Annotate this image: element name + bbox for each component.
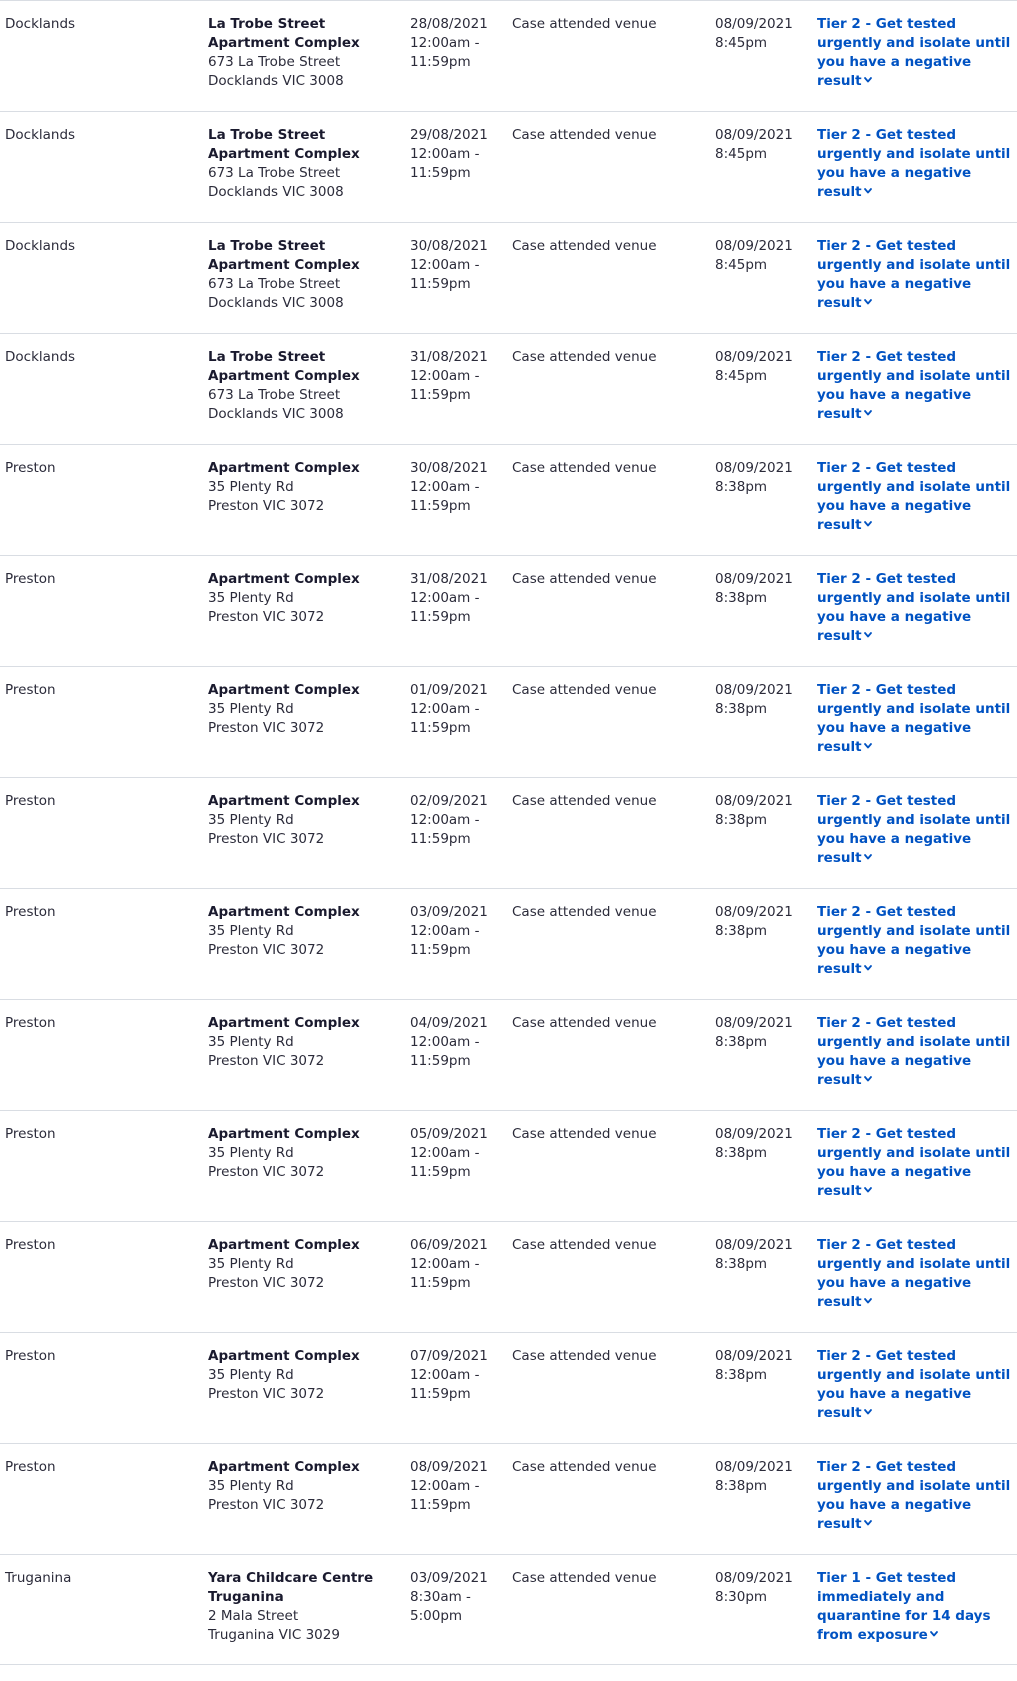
exposure-datetime-cell: [410, 1236, 502, 1293]
health-advice-label: Tier 2 - Get tested urgently and isolate until you have a negative result: [817, 793, 1011, 866]
chevron-down-icon: [864, 1520, 872, 1528]
exposure-datetime-cell: [410, 681, 502, 738]
chevron-down-icon: [864, 299, 872, 307]
venue-name: Apartment Complex: [208, 904, 360, 920]
venue-address-line2: Preston VIC 3072: [208, 1053, 325, 1069]
notes-cell: Case attended venue: [512, 238, 657, 254]
exposure-time: 12:00am - 11:59pm: [410, 1034, 480, 1069]
chevron-down-icon: [864, 77, 872, 85]
venue-name: Apartment Complex: [208, 1459, 360, 1475]
notes-cell: Case attended venue: [512, 1126, 657, 1142]
venue-address-line1: 35 Plenty Rd: [208, 1256, 294, 1272]
added-time: 8:38pm: [715, 1478, 768, 1494]
venue-name: Yara Childcare Centre Truganina: [208, 1570, 374, 1605]
exposure-datetime-cell: [410, 459, 502, 516]
added-date: 08/09/2021: [715, 1126, 793, 1142]
exposure-datetime-cell: [410, 570, 502, 627]
venue-name: Apartment Complex: [208, 571, 360, 587]
notes-cell: Case attended venue: [512, 571, 657, 587]
table-row: [0, 555, 1017, 666]
added-datetime-cell: [715, 15, 805, 53]
table-row: [0, 777, 1017, 888]
exposure-time: 12:00am - 11:59pm: [410, 146, 480, 181]
added-date: 08/09/2021: [715, 238, 793, 254]
venue-address-line2: Preston VIC 3072: [208, 1497, 325, 1513]
exposure-time: 12:00am - 11:59pm: [410, 1367, 480, 1402]
venue-name: La Trobe Street Apartment Complex: [208, 349, 360, 384]
added-date: 08/09/2021: [715, 349, 793, 365]
health-advice-label: Tier 2 - Get tested urgently and isolate until you have a negative result: [817, 1015, 1011, 1088]
added-datetime-cell: [715, 1458, 805, 1496]
exposure-date: 03/09/2021: [410, 1570, 488, 1586]
venue-address-line1: 35 Plenty Rd: [208, 1145, 294, 1161]
added-datetime-cell: [715, 237, 805, 275]
venue-address-line2: Docklands VIC 3008: [208, 184, 344, 200]
chevron-down-icon: [864, 1409, 872, 1417]
health-advice-toggle[interactable]: [817, 126, 1012, 202]
chevron-down-icon: [864, 854, 872, 862]
venue-name: Apartment Complex: [208, 460, 360, 476]
exposure-date: 01/09/2021: [410, 682, 488, 698]
added-date: 08/09/2021: [715, 904, 793, 920]
added-datetime-cell: [715, 903, 805, 941]
venue-cell: [208, 1347, 398, 1404]
health-advice-toggle[interactable]: [817, 1236, 1012, 1312]
chevron-down-icon: [864, 521, 872, 529]
health-advice-label: Tier 2 - Get tested urgently and isolate until you have a negative result: [817, 238, 1011, 311]
added-datetime-cell: [715, 348, 805, 386]
venue-address-line1: 35 Plenty Rd: [208, 812, 294, 828]
added-time: 8:38pm: [715, 1034, 768, 1050]
venue-name: Apartment Complex: [208, 682, 360, 698]
table-row: [0, 1554, 1017, 1665]
health-advice-label: Tier 2 - Get tested urgently and isolate until you have a negative result: [817, 460, 1011, 533]
added-time: 8:30pm: [715, 1589, 768, 1605]
table-row: [0, 111, 1017, 222]
table-row: [0, 222, 1017, 333]
exposure-time: 12:00am - 11:59pm: [410, 257, 480, 292]
chevron-down-icon: [864, 1076, 872, 1084]
venue-cell: [208, 792, 398, 849]
added-date: 08/09/2021: [715, 1348, 793, 1364]
exposure-time: 12:00am - 11:59pm: [410, 923, 480, 958]
exposure-datetime-cell: [410, 15, 502, 72]
health-advice-toggle[interactable]: [817, 237, 1012, 313]
suburb-cell: Docklands: [5, 127, 76, 143]
table-row: [0, 1221, 1017, 1332]
table-row: [0, 444, 1017, 555]
venue-cell: [208, 1569, 398, 1645]
notes-cell: Case attended venue: [512, 793, 657, 809]
added-date: 08/09/2021: [715, 127, 793, 143]
added-date: 08/09/2021: [715, 1237, 793, 1253]
table-row: [0, 333, 1017, 444]
suburb-cell: Preston: [5, 1459, 56, 1475]
health-advice-toggle[interactable]: [817, 348, 1012, 424]
added-time: 8:38pm: [715, 1145, 768, 1161]
exposure-date: 31/08/2021: [410, 571, 488, 587]
added-time: 8:38pm: [715, 812, 768, 828]
added-datetime-cell: [715, 681, 805, 719]
venue-address-line1: 35 Plenty Rd: [208, 590, 294, 606]
venue-address-line2: Preston VIC 3072: [208, 720, 325, 736]
chevron-down-icon: [864, 1298, 872, 1306]
health-advice-label: Tier 2 - Get tested urgently and isolate until you have a negative result: [817, 1237, 1011, 1310]
venue-name: La Trobe Street Apartment Complex: [208, 238, 360, 273]
exposure-date: 08/09/2021: [410, 1459, 488, 1475]
exposure-time: 8:30am - 5:00pm: [410, 1589, 471, 1624]
suburb-cell: Truganina: [5, 1570, 72, 1586]
suburb-cell: Docklands: [5, 349, 76, 365]
added-datetime-cell: [715, 792, 805, 830]
health-advice-label: Tier 2 - Get tested urgently and isolate until you have a negative result: [817, 349, 1011, 422]
added-time: 8:38pm: [715, 701, 768, 717]
notes-cell: Case attended venue: [512, 1348, 657, 1364]
exposure-time: 12:00am - 11:59pm: [410, 701, 480, 736]
added-date: 08/09/2021: [715, 682, 793, 698]
health-advice-label: Tier 2 - Get tested urgently and isolate until you have a negative result: [817, 1459, 1011, 1532]
exposure-date: 31/08/2021: [410, 349, 488, 365]
suburb-cell: Preston: [5, 1348, 56, 1364]
suburb-cell: Preston: [5, 1237, 56, 1253]
venue-address-line2: Preston VIC 3072: [208, 1275, 325, 1291]
exposure-datetime-cell: [410, 792, 502, 849]
exposure-datetime-cell: [410, 903, 502, 960]
exposure-date: 30/08/2021: [410, 460, 488, 476]
notes-cell: Case attended venue: [512, 127, 657, 143]
health-advice-toggle[interactable]: [817, 792, 1012, 868]
notes-cell: Case attended venue: [512, 1015, 657, 1031]
exposure-datetime-cell: [410, 237, 502, 294]
health-advice-toggle[interactable]: [817, 570, 1012, 646]
venue-cell: [208, 1125, 398, 1182]
venue-address-line1: 673 La Trobe Street: [208, 54, 341, 70]
table-row: [0, 1443, 1017, 1554]
health-advice-label: Tier 2 - Get tested urgently and isolate until you have a negative result: [817, 571, 1011, 644]
notes-cell: Case attended venue: [512, 904, 657, 920]
health-advice-toggle[interactable]: [817, 1569, 1012, 1645]
venue-address-line2: Docklands VIC 3008: [208, 406, 344, 422]
suburb-cell: Preston: [5, 793, 56, 809]
added-time: 8:38pm: [715, 479, 768, 495]
table-row: [0, 999, 1017, 1110]
exposure-date: 07/09/2021: [410, 1348, 488, 1364]
health-advice-label: Tier 2 - Get tested urgently and isolate until you have a negative result: [817, 682, 1011, 755]
venue-name: Apartment Complex: [208, 793, 360, 809]
added-date: 08/09/2021: [715, 460, 793, 476]
venue-cell: [208, 1236, 398, 1293]
exposure-date: 02/09/2021: [410, 793, 488, 809]
exposure-date: 04/09/2021: [410, 1015, 488, 1031]
venue-name: Apartment Complex: [208, 1237, 360, 1253]
chevron-down-icon: [930, 1631, 938, 1639]
added-date: 08/09/2021: [715, 1015, 793, 1031]
table-row: [0, 1332, 1017, 1443]
exposure-time: 12:00am - 11:59pm: [410, 1145, 480, 1180]
notes-cell: Case attended venue: [512, 16, 657, 32]
exposure-time: 12:00am - 11:59pm: [410, 1478, 480, 1513]
added-date: 08/09/2021: [715, 1570, 793, 1586]
venue-cell: [208, 903, 398, 960]
added-date: 08/09/2021: [715, 793, 793, 809]
added-time: 8:45pm: [715, 368, 768, 384]
venue-address-line1: 35 Plenty Rd: [208, 479, 294, 495]
health-advice-label: Tier 1 - Get tested immediately and quarantine for 14 days from exposure: [817, 1570, 991, 1643]
exposure-time: 12:00am - 11:59pm: [410, 812, 480, 847]
added-date: 08/09/2021: [715, 16, 793, 32]
venue-address-line1: 673 La Trobe Street: [208, 165, 341, 181]
health-advice-toggle[interactable]: [817, 1458, 1012, 1534]
added-date: 08/09/2021: [715, 571, 793, 587]
venue-cell: [208, 1458, 398, 1515]
suburb-cell: Preston: [5, 682, 56, 698]
venue-name: La Trobe Street Apartment Complex: [208, 127, 360, 162]
exposure-time: 12:00am - 11:59pm: [410, 479, 480, 514]
exposure-datetime-cell: [410, 1458, 502, 1515]
added-datetime-cell: [715, 1125, 805, 1163]
venue-address-line2: Docklands VIC 3008: [208, 295, 344, 311]
notes-cell: Case attended venue: [512, 682, 657, 698]
venue-cell: [208, 126, 398, 202]
added-datetime-cell: [715, 1569, 805, 1607]
health-advice-toggle[interactable]: [817, 681, 1012, 757]
venue-address-line2: Preston VIC 3072: [208, 831, 325, 847]
exposure-datetime-cell: [410, 348, 502, 405]
notes-cell: Case attended venue: [512, 1459, 657, 1475]
exposure-date: 03/09/2021: [410, 904, 488, 920]
venue-address-line2: Preston VIC 3072: [208, 942, 325, 958]
venue-address-line2: Preston VIC 3072: [208, 1164, 325, 1180]
exposure-datetime-cell: [410, 1347, 502, 1404]
venue-address-line1: 673 La Trobe Street: [208, 387, 341, 403]
notes-cell: Case attended venue: [512, 1570, 657, 1586]
added-time: 8:38pm: [715, 1256, 768, 1272]
suburb-cell: Docklands: [5, 16, 76, 32]
exposure-date: 29/08/2021: [410, 127, 488, 143]
suburb-cell: Preston: [5, 1015, 56, 1031]
added-time: 8:45pm: [715, 257, 768, 273]
table-row: [0, 0, 1017, 111]
exposure-date: 30/08/2021: [410, 238, 488, 254]
added-time: 8:38pm: [715, 923, 768, 939]
venue-address-line1: 35 Plenty Rd: [208, 701, 294, 717]
venue-cell: [208, 15, 398, 91]
venue-address-line1: 2 Mala Street: [208, 1608, 299, 1624]
notes-cell: Case attended venue: [512, 460, 657, 476]
venue-name: Apartment Complex: [208, 1126, 360, 1142]
added-datetime-cell: [715, 126, 805, 164]
suburb-cell: Preston: [5, 904, 56, 920]
health-advice-toggle[interactable]: [817, 1125, 1012, 1201]
health-advice-label: Tier 2 - Get tested urgently and isolate until you have a negative result: [817, 1348, 1011, 1421]
exposure-date: 28/08/2021: [410, 16, 488, 32]
health-advice-label: Tier 2 - Get tested urgently and isolate until you have a negative result: [817, 127, 1011, 200]
chevron-down-icon: [864, 743, 872, 751]
suburb-cell: Preston: [5, 1126, 56, 1142]
venue-cell: [208, 348, 398, 424]
suburb-cell: Docklands: [5, 238, 76, 254]
table-row: [0, 666, 1017, 777]
exposure-time: 12:00am - 11:59pm: [410, 590, 480, 625]
health-advice-label: Tier 2 - Get tested urgently and isolate until you have a negative result: [817, 1126, 1011, 1199]
venue-cell: [208, 1014, 398, 1071]
health-advice-toggle[interactable]: [817, 1014, 1012, 1090]
venue-cell: [208, 459, 398, 516]
exposure-time: 12:00am - 11:59pm: [410, 35, 480, 70]
chevron-down-icon: [864, 188, 872, 196]
added-time: 8:38pm: [715, 1367, 768, 1383]
notes-cell: Case attended venue: [512, 1237, 657, 1253]
venue-cell: [208, 237, 398, 313]
venue-cell: [208, 681, 398, 738]
suburb-cell: Preston: [5, 460, 56, 476]
health-advice-label: Tier 2 - Get tested urgently and isolate until you have a negative result: [817, 16, 1011, 89]
exposure-datetime-cell: [410, 1014, 502, 1071]
added-datetime-cell: [715, 1236, 805, 1274]
table-row: [0, 1110, 1017, 1221]
venue-name: Apartment Complex: [208, 1015, 360, 1031]
venue-address-line2: Preston VIC 3072: [208, 1386, 325, 1402]
added-datetime-cell: [715, 1014, 805, 1052]
venue-cell: [208, 570, 398, 627]
venue-address-line1: 673 La Trobe Street: [208, 276, 341, 292]
venue-address-line2: Preston VIC 3072: [208, 498, 325, 514]
chevron-down-icon: [864, 632, 872, 640]
exposure-date: 05/09/2021: [410, 1126, 488, 1142]
table-row: [0, 888, 1017, 999]
venue-name: La Trobe Street Apartment Complex: [208, 16, 360, 51]
venue-address-line1: 35 Plenty Rd: [208, 1478, 294, 1494]
health-advice-toggle[interactable]: [817, 903, 1012, 979]
exposure-time: 12:00am - 11:59pm: [410, 368, 480, 403]
venue-address-line2: Preston VIC 3072: [208, 609, 325, 625]
health-advice-label: Tier 2 - Get tested urgently and isolate until you have a negative result: [817, 904, 1011, 977]
chevron-down-icon: [864, 410, 872, 418]
added-date: 08/09/2021: [715, 1459, 793, 1475]
exposure-datetime-cell: [410, 1125, 502, 1182]
venue-address-line2: Truganina VIC 3029: [208, 1627, 340, 1643]
chevron-down-icon: [864, 1187, 872, 1195]
added-datetime-cell: [715, 1347, 805, 1385]
chevron-down-icon: [864, 965, 872, 973]
added-time: 8:45pm: [715, 35, 768, 51]
notes-cell: Case attended venue: [512, 349, 657, 365]
added-datetime-cell: [715, 459, 805, 497]
suburb-cell: Preston: [5, 571, 56, 587]
exposure-time: 12:00am - 11:59pm: [410, 1256, 480, 1291]
added-datetime-cell: [715, 570, 805, 608]
exposure-date: 06/09/2021: [410, 1237, 488, 1253]
venue-address-line1: 35 Plenty Rd: [208, 1034, 294, 1050]
health-advice-toggle[interactable]: [817, 459, 1012, 535]
venue-name: Apartment Complex: [208, 1348, 360, 1364]
venue-address-line1: 35 Plenty Rd: [208, 1367, 294, 1383]
health-advice-toggle[interactable]: [817, 1347, 1012, 1423]
health-advice-toggle[interactable]: [817, 15, 1012, 91]
venue-address-line1: 35 Plenty Rd: [208, 923, 294, 939]
exposure-datetime-cell: [410, 1569, 502, 1626]
added-time: 8:38pm: [715, 590, 768, 606]
venue-address-line2: Docklands VIC 3008: [208, 73, 344, 89]
added-time: 8:45pm: [715, 146, 768, 162]
exposure-datetime-cell: [410, 126, 502, 183]
